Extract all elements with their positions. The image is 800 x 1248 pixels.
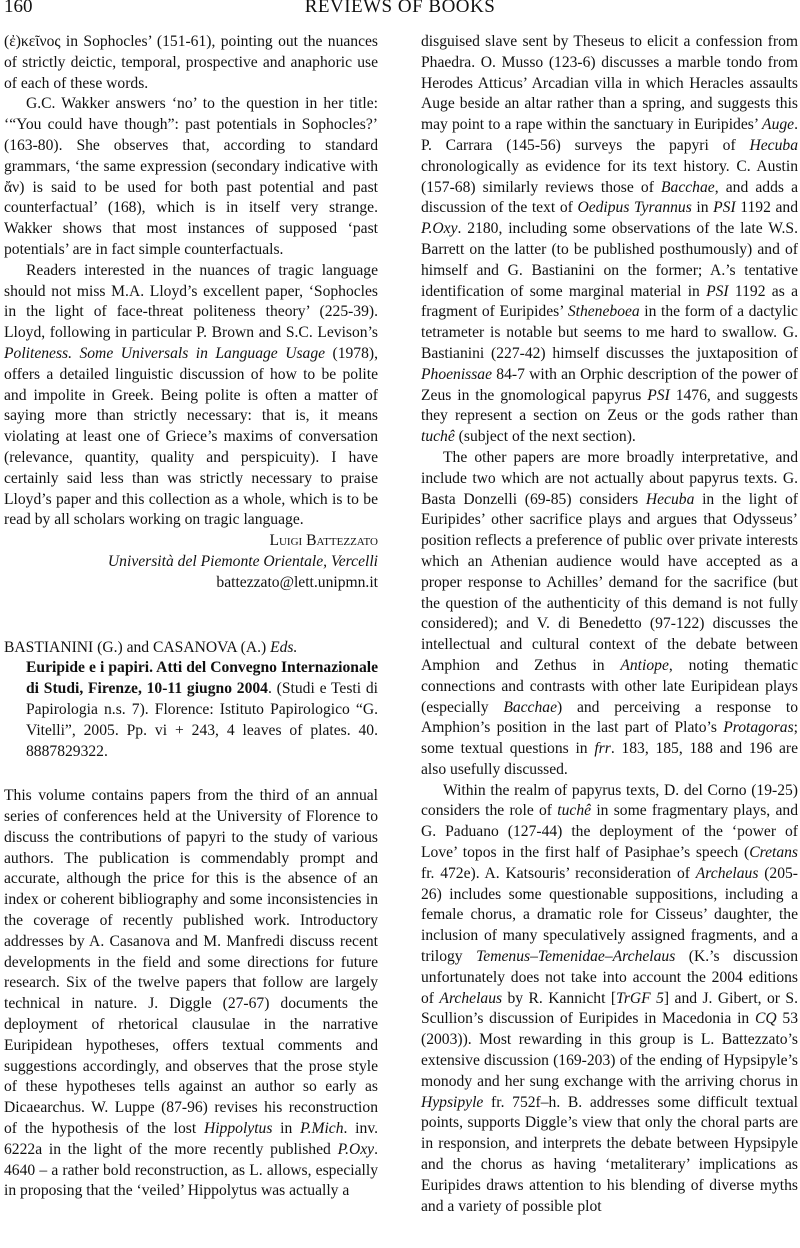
bib-citation — [4, 638, 378, 659]
bib-publication: . (Studi e Testi di Papirologia n.s. 7). Florence: Istituto Papirologico “G. Vitelli”, 2005. Pp. vi + 243, 4 leaves of plates. 40. 8887829322. — [26, 680, 379, 760]
italic-run: Hecuba — [645, 490, 695, 508]
running-head: REVIEWS OF BOOKS — [304, 0, 496, 17]
italic-run: P.Oxy — [337, 1140, 375, 1158]
page-header — [0, 0, 800, 22]
book-title: Politeness. Some Universals in Language Usage — [4, 344, 326, 362]
italic-run: Hippolytus — [203, 1120, 273, 1138]
text-run: . inv. 6222a in the light of the more recently published — [4, 1120, 378, 1158]
text-run: Within the realm of papyrus texts, D. del Corno (19-25) considers the role of — [421, 781, 798, 820]
text-run: ; some textual questions in — [421, 719, 798, 758]
italic-run: frr — [594, 740, 611, 758]
italic-run: tuchê — [421, 428, 455, 446]
italic-run: Protagoras — [723, 719, 794, 737]
text-run: Readers interested in the nuances of tragic language should not miss M.A. Lloyd’s excellent paper, ‘Sophocles in the light of face-threat politeness theory’ (225-39). Lloyd, following in particular P. Brown and S.C. Levison’s — [4, 261, 378, 342]
text-run: This volume contains papers from the third of an annual series of conferences held at the University of Florence to discuss the contributions of papyri to the study of various authors. The publication is commendably prompt and accurate, although the price for this is the absence of an index or coherent bibliography and some inconsistencies in the coverage of recently published work. Introductory addresses by A. Casanova and M. Manfredi discuss recent developments in the field and some directions for future research. Six of the twelve papers that follow are largely technical in nature. J. Diggle (27-67) documents the deployment of rhetorical clausulae in the narrative Euripidean hypotheses, offers textual comments and suggestions accordingly, and observes that the prose style of these hypotheses tells against an author so early as Dicaearchus. W. Luppe (87-96) revises his reconstruction of the hypothesis of the lost — [4, 787, 378, 1138]
italic-run: tuchê — [557, 802, 592, 820]
text-run: (1978), offers a detailed linguistic discussion of how to be polite and impolite in Greek. Being polite is often a matter of saying more than strictly necessary: that is, it means violating at least one of Griece’s maxims of conversation (relevance, quantity, quality and perspicuity). I have certainly said less than was strictly necessary to praise Lloyd’s paper and this collection as a whole, which is to be read by all scholars working on tragic language. — [4, 344, 378, 529]
italic-run: Archelaus — [439, 989, 503, 1007]
italic-run: Temenus–Temenidae–Archelaus — [476, 948, 676, 966]
text-run: 84-7 with an Orphic description of the power of Zeus in the gnomological papyrus — [421, 365, 798, 404]
bib-details — [4, 658, 378, 762]
text-run: fr. 752f–h. B. addresses some difficult textual points, supports Diggle’s view that only the choral parts are in responsion, and interprets the debate between Hypsipyle and the chorus as having ‘metaliterary’ implications as Euripides draws attention to his blending of diverse myths and a variety of possible plot — [421, 1093, 798, 1215]
paragraph — [4, 786, 378, 1202]
text-run: in — [691, 199, 714, 217]
italic-run: Oedipus Tyrannus — [577, 199, 692, 217]
italic-run: TrGF 5 — [616, 989, 664, 1007]
italic-run: Antiope — [620, 656, 669, 674]
text-run: fr. 472e). A. Katsouris’ reconsideration of — [421, 864, 696, 882]
text-run: 1192 and — [735, 199, 798, 217]
text-run: in some fragmentary plays, and G. Paduano (127-44) the deployment of the ‘power of Love’ topos in the first half of Pasiphae’s speech ( — [421, 802, 798, 862]
italic-run: Bacchae — [661, 178, 715, 196]
text-run: 1192 as a fragment of Euripides’ — [421, 282, 798, 321]
italic-run: Hecuba — [749, 136, 798, 154]
text-run: in — [272, 1120, 301, 1138]
italic-run: PSI — [713, 199, 736, 217]
italic-run: P.Mich — [300, 1120, 344, 1138]
reviewer-name: Luigi Battezzato — [269, 532, 378, 550]
text-run: (205-26) includes some questionable suppositions, including a female chorus, a dramatic role for Cisseus’ daughter, the inclusion of many speculatively assigned fragments, and a trilogy — [421, 864, 798, 966]
left-column — [4, 32, 378, 1202]
italic-run: Cretans — [749, 844, 798, 862]
text-run: . 2180, including some observations of the late W.S. Barrett on the latter (to be published posthumously) and of himself and G. Bastianini on the former; A.’s tentative identification of some marginal material in — [421, 220, 798, 300]
text-run: 1476, and suggests they represent a section on Zeus or the gods rather than — [421, 386, 798, 425]
reviewer-email: battezzato@lett.unipmn.it — [216, 573, 378, 591]
italic-run: Auge — [762, 116, 795, 134]
text-run: (K.’s discussion unfortunately does not take into account the 2004 editions of — [421, 948, 798, 1007]
paragraph: G.C. Wakker answers ‘no’ to the question in her title: ‘“You could have though”: past potentials in Sophocles?’ (163-80). She observes that, according to standard grammars, ‘the same expression (secondary indicative with ἄν) is said to be used for both past potential and past counterfactual’ (168), which is in itself very strange. Wakker shows that most instances of supposed ‘past potentials’ are in fact simple counterfactuals. — [4, 95, 378, 258]
italic-run: Phoenissae — [421, 365, 493, 383]
text-run: ] and J. Gibert, or S. Scullion’s discussion of Euripides in Macedonia in — [421, 989, 798, 1028]
text-run: . 4640 – a rather bold reconstruction, as L. allows, especially in proposing that the ‘veiled’ Hippolytus was actually a — [4, 1140, 378, 1200]
italic-run: PSI — [706, 282, 729, 300]
italic-run: CQ — [754, 1010, 777, 1028]
text-run: (subject of the next section). — [454, 428, 636, 446]
bibliographic-entry — [4, 638, 378, 763]
bib-title: Euripide e i papiri. Atti del Convegno Internazionale di Studi, Firenze, 10-11 giugno 2004 — [26, 659, 378, 698]
reviewer-institution: Università del Piemonte Orientale, Vercelli — [107, 552, 378, 570]
italic-run: Bacchae — [503, 698, 557, 716]
text-run: , noting thematic connections and contrasts with other late Euripidean plays (especially — [421, 656, 798, 716]
text-run: chronologically as evidence for its text history. C. Austin (157-68) similarly reviews those of — [421, 157, 798, 196]
text-run: , and adds a discussion of the text of — [421, 178, 798, 217]
text-run: in the light of Euripides’ other sacrifice plays and argues that Odysseus’ position reflects a preference of public over private interests which an Athenian audience would have accepted as a proper response to Achilles’ demand for the sacrifice (but the question of the authenticity of this demand is not fully considered); and V. di Benedetto (97-122) discusses the intellectual and cultural context of the debate between Amphion and Zethus in — [421, 490, 798, 674]
paragraph: (ἐ)κεῖνος in Sophocles’ (151-61), pointing out the nuances of strictly deictic, temporal, prospective and anaphoric use of each of these words. — [4, 33, 378, 92]
bib-eds: Eds. — [270, 638, 298, 656]
text-run: by R. Kannicht [ — [502, 989, 617, 1007]
text-run: The other papers are more broadly interpretative, and include two which are not actually about papyrus texts. G. Basta Donzelli (69-85) considers — [421, 448, 798, 508]
paragraph — [421, 781, 798, 1218]
text-run: 53 (2003)). Most rewarding in this group is L. Battezzato’s extensive discussion (169-203) of the ending of Hypsipyle’s monody and her sung exchange with the arriving chorus in — [421, 1010, 798, 1090]
text-run: . P. Carrara (145-56) surveys the papyri of — [421, 116, 798, 154]
paragraph — [4, 261, 378, 531]
italic-run: Stheneboea — [567, 303, 640, 321]
text-run: . 183, 185, 188 and 196 are also usefully discussed. — [421, 740, 799, 778]
paragraph — [421, 32, 798, 448]
paragraph — [421, 448, 798, 781]
italic-run: Archelaus — [695, 864, 759, 882]
italic-run: P.Oxy — [421, 220, 458, 238]
bib-authors: BASTIANINI (G.) and CASANOVA (A.) — [4, 638, 271, 656]
page-number: 160 — [4, 0, 33, 17]
italic-run: PSI — [647, 386, 670, 404]
italic-run: Hypsipyle — [421, 1093, 484, 1111]
right-column — [421, 32, 798, 1217]
text-run: in the form of a dactylic tetrameter is notable but seems to me hard to swallow. G. Bastianini (227-42) himself discusses the juxtaposition of — [421, 303, 798, 362]
text-run: disguised slave sent by Theseus to elicit a confession from Phaedra. O. Musso (123-6) discusses a marble tondo from Herodes Atticus’ Arcadian villa in which Heracles assaults Auge beside an altar rather than a spring, and suggests this may point to a rape within the sanctuary in Euripides’ — [421, 33, 798, 134]
text-run: ) and perceiving a response to Amphion’s position in the last part of Plato’s — [421, 698, 798, 737]
